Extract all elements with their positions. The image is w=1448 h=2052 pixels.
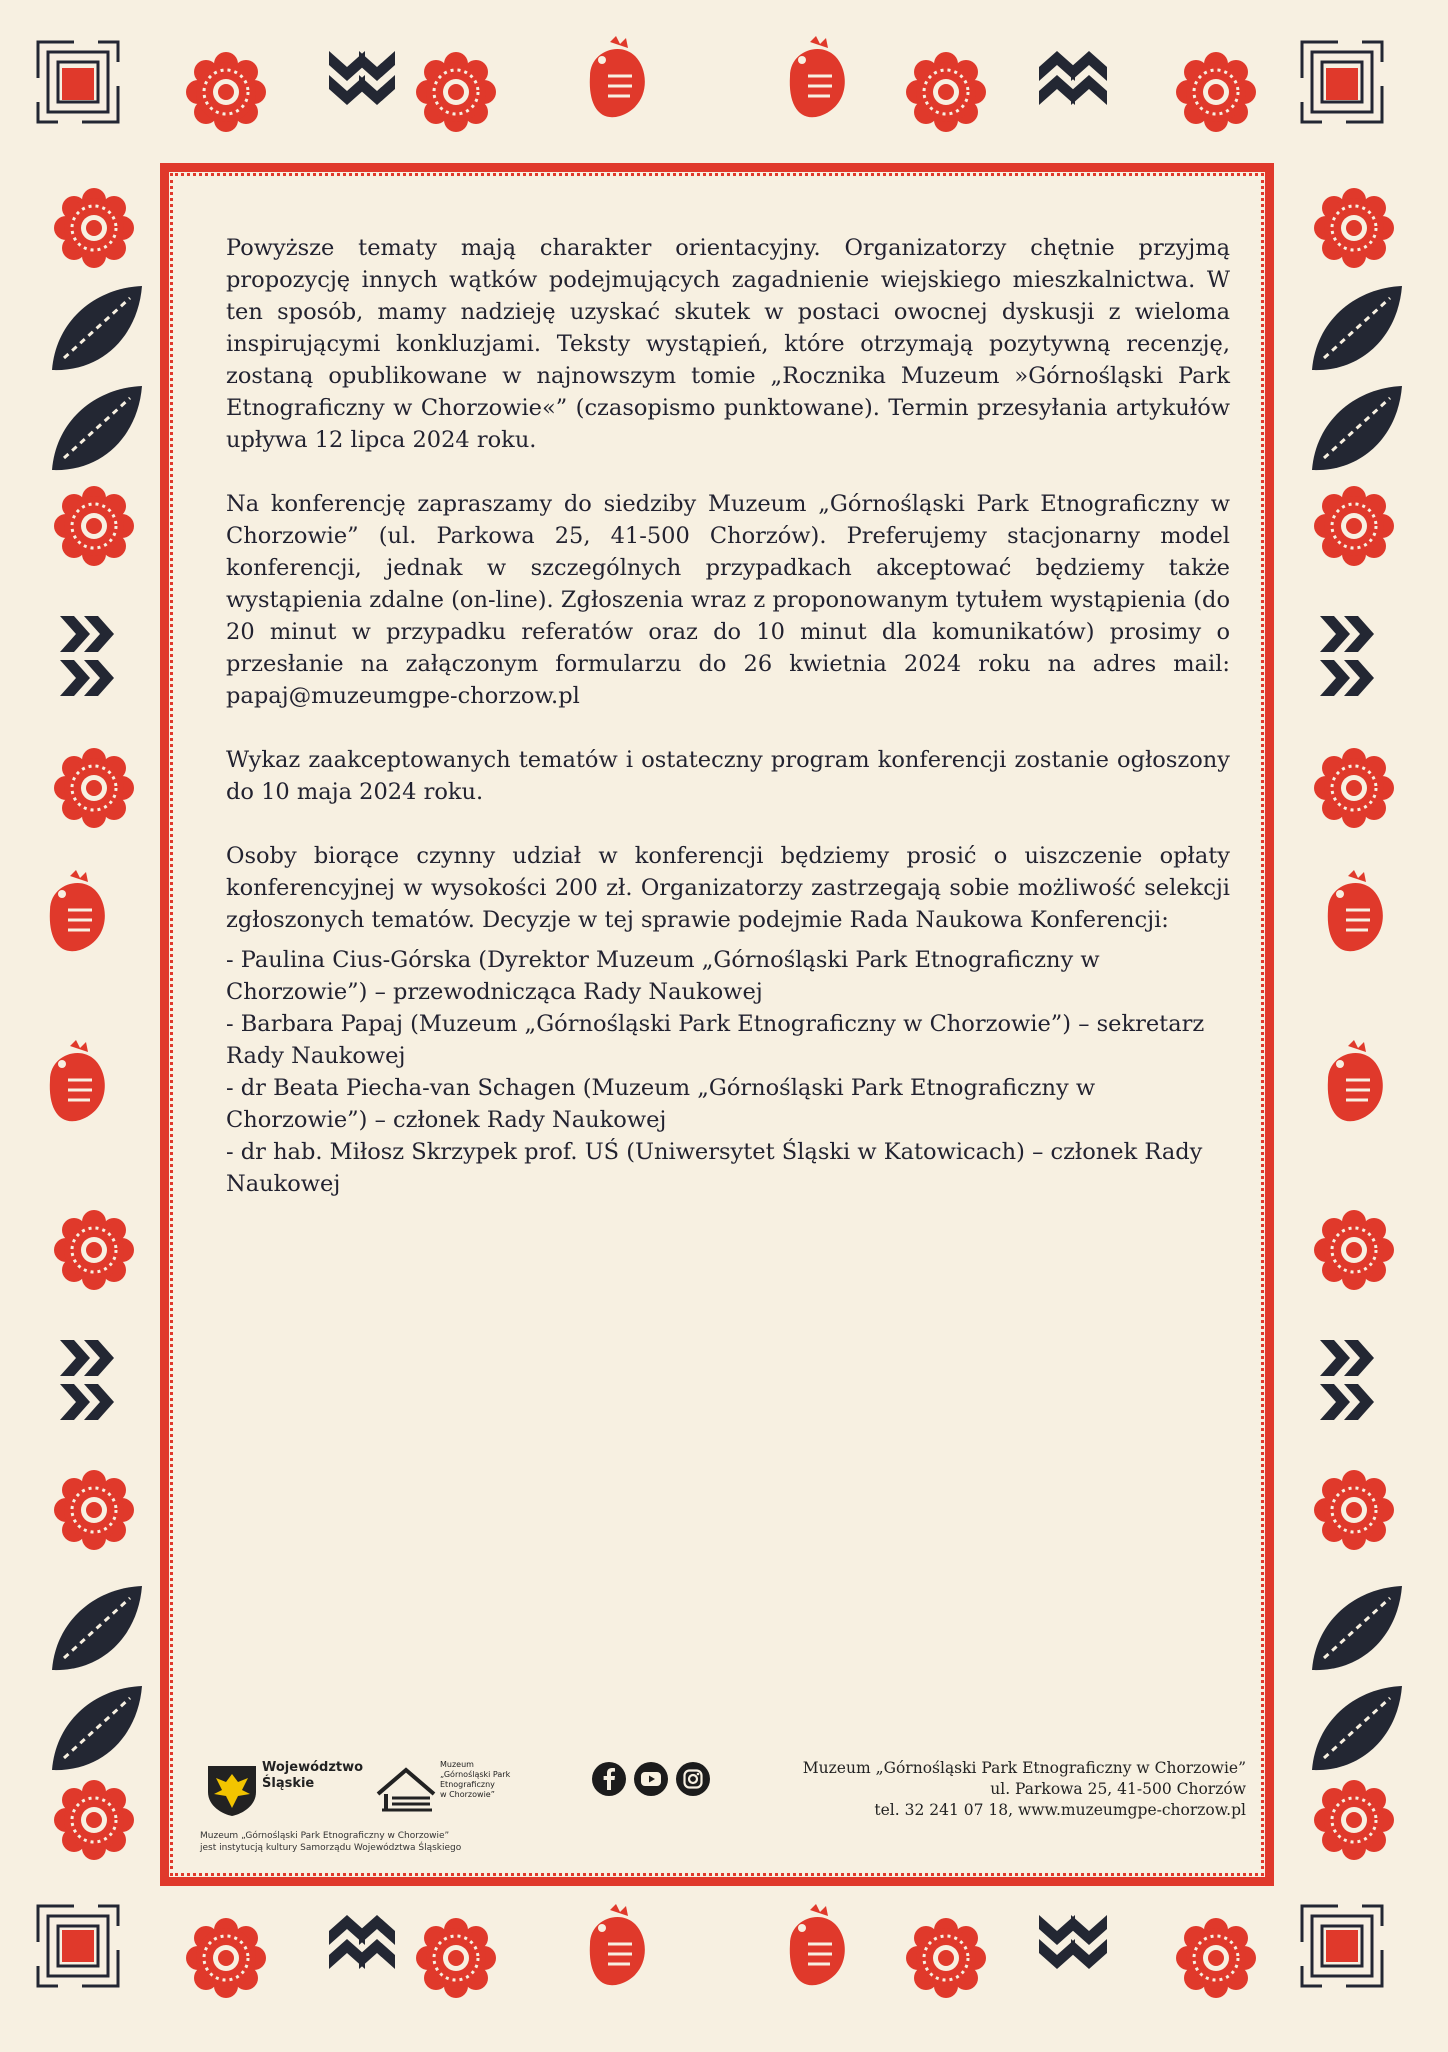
scientific-council-list	[226, 944, 1230, 1200]
museum-logo-line: Etnograficzny	[440, 1780, 495, 1789]
museum-logo-text	[440, 1760, 510, 1800]
institution-note-line: Muzeum „Górnośląski Park Etnograficzny w Chorzowie”	[200, 1831, 450, 1841]
bottom-ornament-row	[0, 1900, 1448, 2048]
contact-phone-website: tel. 32 241 07 18, www.muzeumgpe-chorzow.pl	[874, 1801, 1246, 1819]
paragraph-program: Wykaz zaakceptowanych tematów i ostateczny program konferencji zostanie ogłoszony do 10 maja 2024 roku.	[226, 747, 1230, 805]
museum-logo-line: w Chorzowie”	[440, 1790, 495, 1799]
instagram-icon[interactable]	[676, 1762, 710, 1796]
silesia-eagle-logo	[202, 1762, 262, 1818]
list-item: - dr Beata Piecha-van Schagen (Muzeum „Górnośląski Park Etnograficzny w Chorzowie”) – członek Rady Naukowej	[226, 1075, 1096, 1133]
left-ornament-column	[0, 150, 150, 1900]
voivodeship-label	[262, 1760, 363, 1792]
ornament-border-left	[0, 150, 150, 1900]
museum-contact	[803, 1758, 1246, 1821]
voivodeship-line: Województwo	[262, 1760, 364, 1775]
museum-house-logo	[374, 1764, 440, 1814]
footer	[196, 1750, 1250, 1860]
contact-address: ul. Parkowa 25, 41-500 Chorzów	[990, 1780, 1246, 1798]
paragraph-fee: Osoby biorące czynny udział w konferencji będziemy prosić o uiszczenie opłaty konferencyjnej w wysokości 200 zł. Organizatorzy zastrzegają sobie możliwość selekcji zgłoszonych tematów. Decyzje w tej sprawie podejmie Rada Naukowa Konferencji:	[226, 843, 1230, 933]
list-item: - Paulina Cius-Górska (Dyrektor Muzeum „Górnośląski Park Etnograficzny w Chorzowie”) – przewodnicząca Rady Naukowej	[226, 947, 1100, 1005]
paragraph-venue: Na konferencję zapraszamy do siedziby Muzeum „Górnośląski Park Etnograficzny w Chorzowie” (ul. Parkowa 25, 41-500 Chorzów). Preferujemy stacjonarny model konferencji, jednak w szczególnych przypadkach akceptować będziemy także wystąpienia zdalne (on-line). Zgłoszenia wraz z proponowanym tytułem wystąpienia (do 20 minut w przypadku referatów oraz do 10 minut dla komunikatów) prosimy o przesłanie na załączonym formularzu do 26 kwietnia 2024 roku na adres mail: papaj@muzeumgpe-chorzow.pl	[226, 491, 1230, 709]
list-item: - dr hab. Miłosz Skrzypek prof. UŚ (Uniwersytet Śląski w Katowicach) – członek Rady Naukowej	[226, 1139, 1203, 1197]
facebook-icon[interactable]	[592, 1762, 626, 1796]
ornament-border-top	[0, 0, 1448, 150]
ornament-border-right	[1298, 150, 1448, 1900]
institution-note-line: jest instytucją kultury Samorządu Województwa Śląskiego	[200, 1843, 462, 1853]
museum-logo-line: „Górnośląski Park	[440, 1770, 511, 1779]
voivodeship-line: Śląskie	[262, 1776, 315, 1791]
document-body	[226, 232, 1230, 1200]
museum-logo-line: Muzeum	[440, 1760, 474, 1769]
list-item: - Barbara Papaj (Muzeum „Górnośląski Park Etnograficzny w Chorzowie”) – sekretarz Rady Naukowej	[226, 1011, 1205, 1069]
youtube-icon[interactable]	[634, 1762, 668, 1796]
paragraph-topics: Powyższe tematy mają charakter orientacyjny. Organizatorzy chętnie przyjmą propozycję innych wątków podejmujących zagadnienie wiejskiego mieszkalnictwa. W ten sposób, mamy nadzieję uzyskać skutek w postaci owocnej dyskusji z wieloma inspirującymi konkluzjami. Teksty wystąpień, które otrzymają pozytywną recenzję, zostaną opublikowane w najnowszym tomie „Rocznika Muzeum »Górnośląski Park Etnograficzny w Chorzowie«” (czasopismo punktowane). Termin przesyłania artykułów upływa 12 lipca 2024 roku.	[226, 235, 1230, 453]
social-links	[592, 1762, 712, 1802]
top-ornament-row	[0, 0, 1448, 150]
ornament-border-bottom	[0, 1900, 1448, 2048]
institution-note	[200, 1830, 461, 1854]
right-ornament-column	[1298, 150, 1448, 1900]
contact-name: Muzeum „Górnośląski Park Etnograficzny w Chorzowie”	[802, 1759, 1246, 1777]
